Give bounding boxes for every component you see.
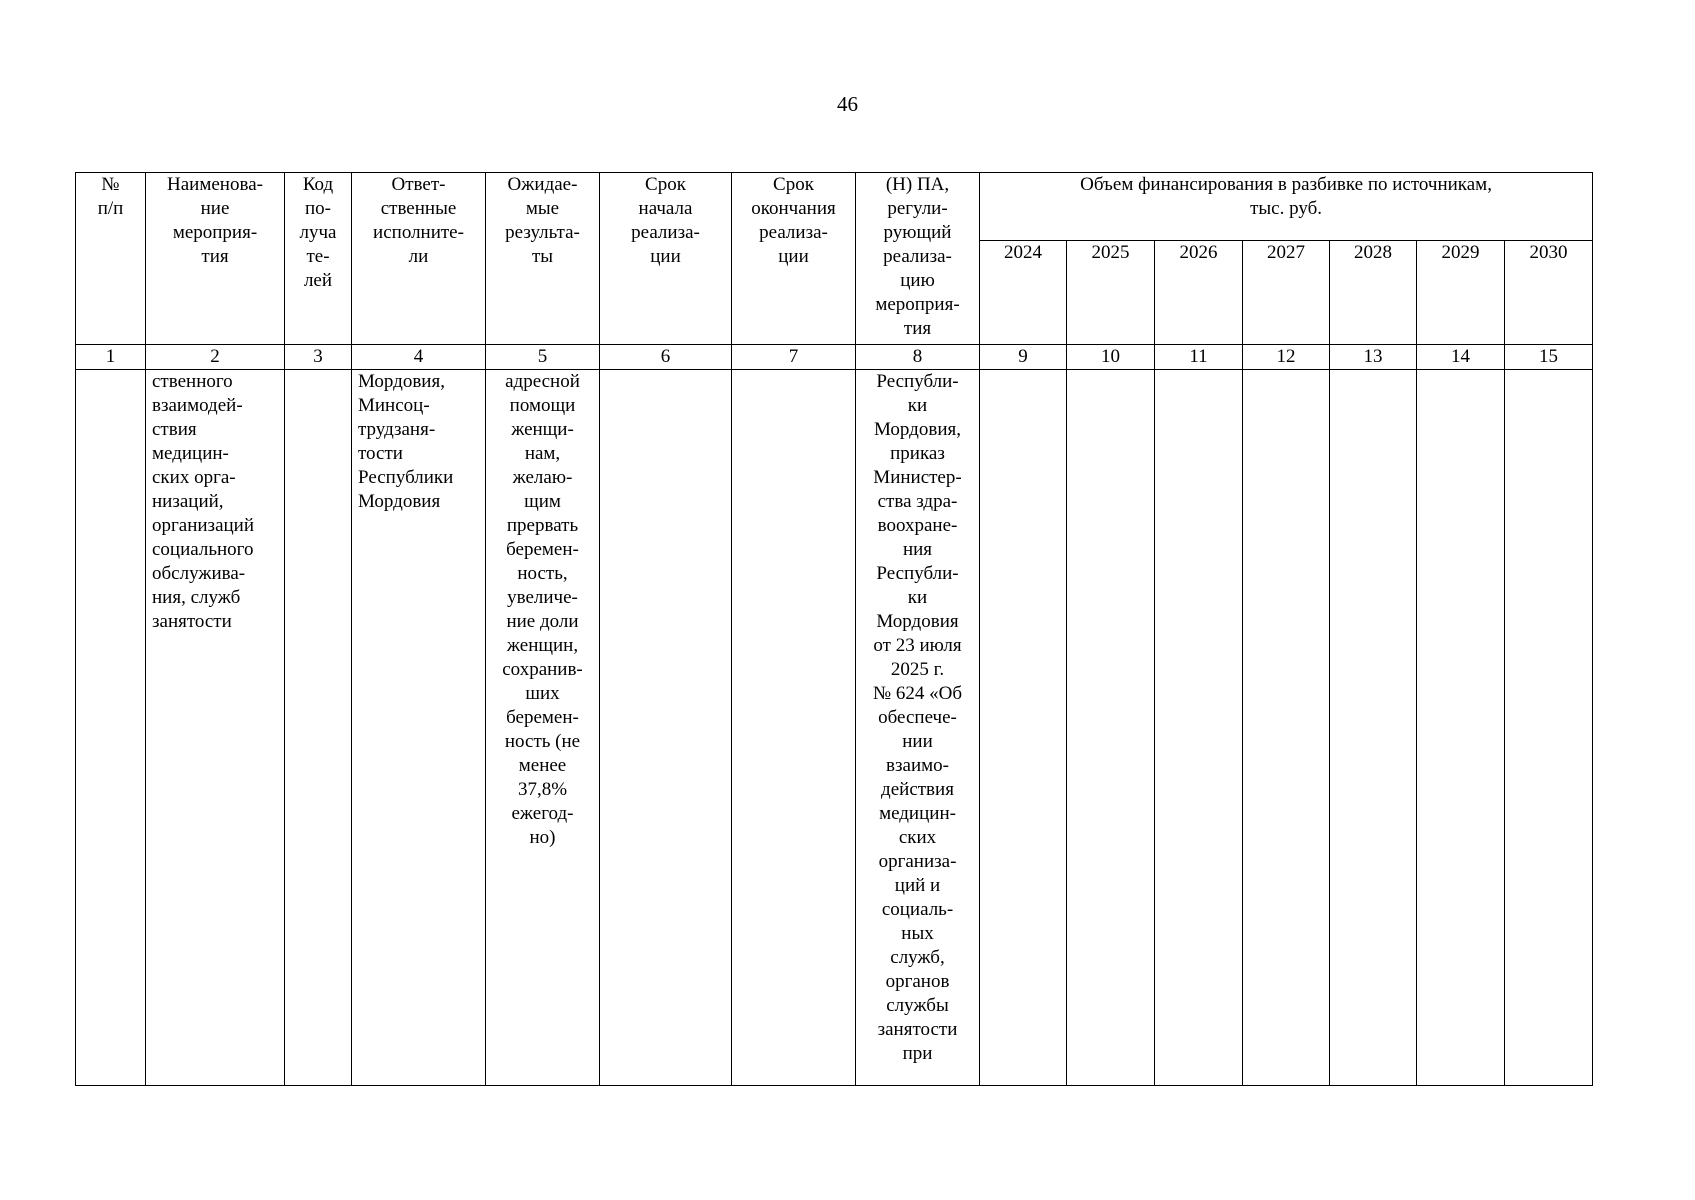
header-activity-name: Наименова- ние мероприя- тия xyxy=(146,173,285,345)
column-number: 11 xyxy=(1155,345,1243,370)
column-number: 15 xyxy=(1505,345,1593,370)
cell-year-2028 xyxy=(1330,370,1417,1086)
cell-end-date xyxy=(732,370,856,1086)
column-number: 5 xyxy=(486,345,600,370)
cell-year-2025 xyxy=(1067,370,1155,1086)
column-number: 8 xyxy=(856,345,980,370)
cell-number xyxy=(76,370,146,1086)
page-number: 46 xyxy=(837,92,858,116)
cell-year-2029 xyxy=(1417,370,1505,1086)
cell-year-2026 xyxy=(1155,370,1243,1086)
column-number: 12 xyxy=(1243,345,1330,370)
header-year: 2026 xyxy=(1155,241,1243,345)
cell-start-date xyxy=(600,370,732,1086)
header-responsible: Ответ- ственные исполните- ли xyxy=(352,173,486,345)
cell-activity-name: ственного взаимодей- ствия медицин- ских орга- низаций, организаций социального обслужива- ния, служб занятости xyxy=(146,370,285,1086)
activities-table xyxy=(75,172,1593,1086)
header-year: 2030 xyxy=(1505,241,1593,345)
cell-expected-results: адресной помощи женщи- нам, желаю- щим прервать беремен- ность, увеличе- ние доли женщин, сохранив- ших беремен- ность (не менее 37,8% ежегод- но) xyxy=(486,370,600,1086)
header-year: 2024 xyxy=(980,241,1067,345)
cell-year-2027 xyxy=(1243,370,1330,1086)
cell-recipient-code xyxy=(285,370,352,1086)
header-year: 2029 xyxy=(1417,241,1505,345)
header-start-date: Срок начала реализа- ции xyxy=(600,173,732,345)
cell-year-2030 xyxy=(1505,370,1593,1086)
cell-year-2024 xyxy=(980,370,1067,1086)
header-recipient-code: Код по- луча те- лей xyxy=(285,173,352,345)
column-number: 7 xyxy=(732,345,856,370)
column-number: 10 xyxy=(1067,345,1155,370)
cell-responsible: Мордовия, Минсоц- трудзаня- тости Республики Мордовия xyxy=(352,370,486,1086)
column-number: 1 xyxy=(76,345,146,370)
header-number: № п/п xyxy=(76,173,146,345)
header-year: 2028 xyxy=(1330,241,1417,345)
column-number: 2 xyxy=(146,345,285,370)
header-funding: Объем финансирования в разбивке по источникам, тыс. руб. xyxy=(980,173,1593,241)
header-end-date: Срок окончания реализа- ции xyxy=(732,173,856,345)
column-number-row xyxy=(76,345,1593,370)
header-year: 2027 xyxy=(1243,241,1330,345)
header-expected-results: Ожидае- мые результа- ты xyxy=(486,173,600,345)
header-year: 2025 xyxy=(1067,241,1155,345)
header-legal-act: (Н) ПА, регули- рующий реализа- цию мероприя- тия xyxy=(856,173,980,345)
column-number: 3 xyxy=(285,345,352,370)
column-number: 6 xyxy=(600,345,732,370)
column-number: 4 xyxy=(352,345,486,370)
cell-legal-act: Республи- ки Мордовия, приказ Министер- ства здра- воохране- ния Республи- ки Мордовия от 23 июля 2025 г. № 624 «Об обеспече- нии взаимо- действия медицин- ских организа- ций и социаль- ных служб, органов службы занятости при xyxy=(856,370,980,1086)
column-number: 13 xyxy=(1330,345,1417,370)
column-number: 9 xyxy=(980,345,1067,370)
table-row xyxy=(76,370,1593,1086)
column-number: 14 xyxy=(1417,345,1505,370)
